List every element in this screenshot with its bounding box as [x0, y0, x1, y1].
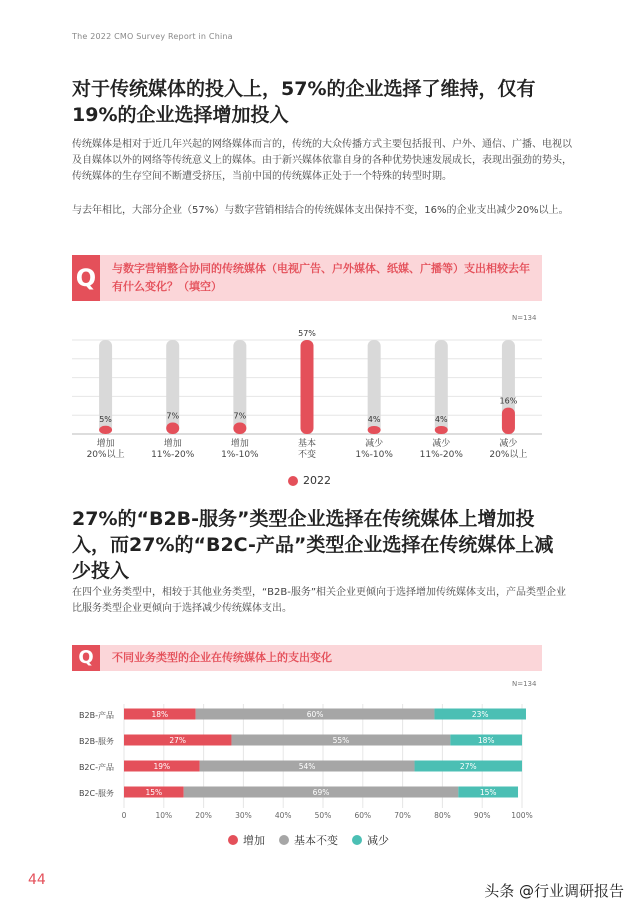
- legend-dot-icon: [288, 476, 298, 486]
- x-tick-label: 60%: [354, 811, 372, 820]
- x-tick-label: 0: [121, 811, 127, 820]
- section-2-title: 27%的“B2B-服务”类型企业选择在传统媒体上增加投入，而27%的“B2C-产品”类型企业选择在传统媒体上减少投入: [72, 508, 554, 582]
- q-icon: Q: [72, 645, 100, 671]
- x-tick-label: 40%: [274, 811, 292, 820]
- category-label: B2C-产品: [78, 763, 114, 772]
- question-box-1: [72, 255, 542, 301]
- data-label: 55%: [332, 736, 350, 745]
- x-tick-label: 10%: [155, 811, 173, 820]
- category-label: 增加: [96, 439, 115, 449]
- category-label: 20%以上: [489, 450, 528, 460]
- category-label: B2B-产品: [79, 711, 114, 720]
- chart-2-legend: [228, 832, 403, 848]
- category-label: 增加: [163, 439, 182, 449]
- bar: [99, 426, 112, 434]
- data-label: 54%: [298, 762, 316, 771]
- legend-label-decrease: 减少: [367, 834, 389, 847]
- x-tick-label: 90%: [473, 811, 491, 820]
- legend-label-2022: 2022: [303, 474, 331, 487]
- data-label: 18%: [477, 736, 495, 745]
- data-label: 5%: [99, 414, 112, 424]
- data-label: 4%: [367, 415, 381, 424]
- bar: [233, 422, 246, 434]
- legend-dot-icon: [352, 835, 362, 845]
- category-label: 减少: [499, 439, 518, 449]
- legend-dot-icon: [279, 835, 289, 845]
- chart-1-legend: [288, 474, 345, 487]
- legend-item-unchanged: [279, 832, 338, 848]
- report-header: The 2022 CMO Survey Report in China: [72, 32, 233, 41]
- section-1-paragraph-2: 与去年相比，大部分企业（57%）与数字营销相结合的传统媒体支出保持不变，16%的企业支出减少20%以上。: [72, 205, 569, 216]
- bar: [368, 426, 381, 434]
- section-2-paragraph-1: 在四个业务类型中，相较于其他业务类型，“B2B-服务”相关企业更倾向于选择增加传统媒体支出，产品类型企业比服务类型企业更倾向于选择减少传统媒体支出。: [72, 587, 567, 614]
- data-label: 57%: [298, 329, 316, 338]
- data-label: 19%: [153, 762, 171, 771]
- data-label: 27%: [459, 762, 477, 771]
- vertical-bar-chart: [72, 322, 542, 472]
- data-label: 60%: [306, 710, 324, 719]
- category-label: 基本: [297, 439, 317, 449]
- category-label: 增加: [230, 439, 249, 449]
- x-tick-label: 80%: [434, 811, 451, 820]
- data-label: 18%: [151, 710, 169, 719]
- category-label: 20%以上: [86, 450, 125, 460]
- data-label: 4%: [434, 415, 448, 424]
- data-label: 7%: [233, 411, 247, 421]
- category-label: 11%-20%: [151, 450, 195, 460]
- question-box-2: [72, 645, 542, 671]
- category-label: 减少: [365, 439, 384, 449]
- x-tick-label: 20%: [195, 811, 212, 820]
- x-tick-label: 70%: [394, 811, 411, 820]
- data-label: 7%: [166, 411, 180, 421]
- category-label: 1%-10%: [221, 450, 259, 460]
- bar: [435, 426, 448, 434]
- legend-dot-icon: [228, 835, 238, 845]
- section-1-title: 对于传统媒体的投入上，57%的企业选择了维持，仅有19%的企业选择增加投入: [72, 78, 536, 126]
- legend-item-increase: [228, 832, 265, 848]
- q-icon: Q: [72, 255, 100, 301]
- legend-item-decrease: [352, 832, 389, 848]
- data-label: 15%: [145, 788, 163, 797]
- legend-label-unchanged: 基本不变: [294, 834, 338, 847]
- category-label: B2C-服务: [78, 789, 114, 798]
- category-label: 减少: [432, 439, 451, 449]
- legend-item-2022: [288, 474, 331, 487]
- source-watermark: 头条 @行业调研报告: [484, 882, 624, 900]
- x-tick-label: 30%: [235, 811, 252, 820]
- stacked-horizontal-bar-chart: [60, 696, 550, 826]
- data-label: 27%: [169, 736, 187, 745]
- bar: [166, 422, 179, 434]
- data-label: 23%: [471, 710, 489, 719]
- n-label-1: N=134: [512, 314, 537, 322]
- bar: [502, 408, 515, 434]
- category-label: 11%-20%: [419, 450, 463, 460]
- x-tick-label: 50%: [314, 811, 332, 820]
- category-label: B2B-服务: [79, 737, 114, 746]
- data-label: 15%: [479, 788, 497, 797]
- legend-label-increase: 增加: [243, 834, 265, 847]
- x-tick-label: 100%: [511, 811, 533, 820]
- category-label: 不变: [297, 450, 317, 460]
- category-label: 1%-10%: [355, 450, 393, 460]
- data-label: 16%: [499, 396, 518, 406]
- question-1-text: 与数字营销整合协同的传统媒体（电视广告、户外媒体、纸媒、广播等）支出相较去年有什么变化？（填空）: [112, 262, 530, 293]
- page-number: 44: [28, 872, 46, 888]
- n-label-2: N=134: [512, 680, 537, 688]
- bar: [301, 340, 314, 434]
- question-2-text: 不同业务类型的企业在传统媒体上的支出变化: [112, 651, 332, 664]
- data-label: 69%: [312, 788, 330, 797]
- section-1-paragraph-1: 传统媒体是相对于近几年兴起的网络媒体而言的，传统的大众传播方式主要包括报刊、户外、通信、广播、电视以及自媒体以外的网络等传统意义上的媒体。由于新兴媒体依靠自身的各种优势快速发展成长，表现出强劲的势头，传统媒体的生存空间不断遭受挤压，当前中国的传统媒体正处于一个特殊的转型时期。: [72, 139, 572, 182]
